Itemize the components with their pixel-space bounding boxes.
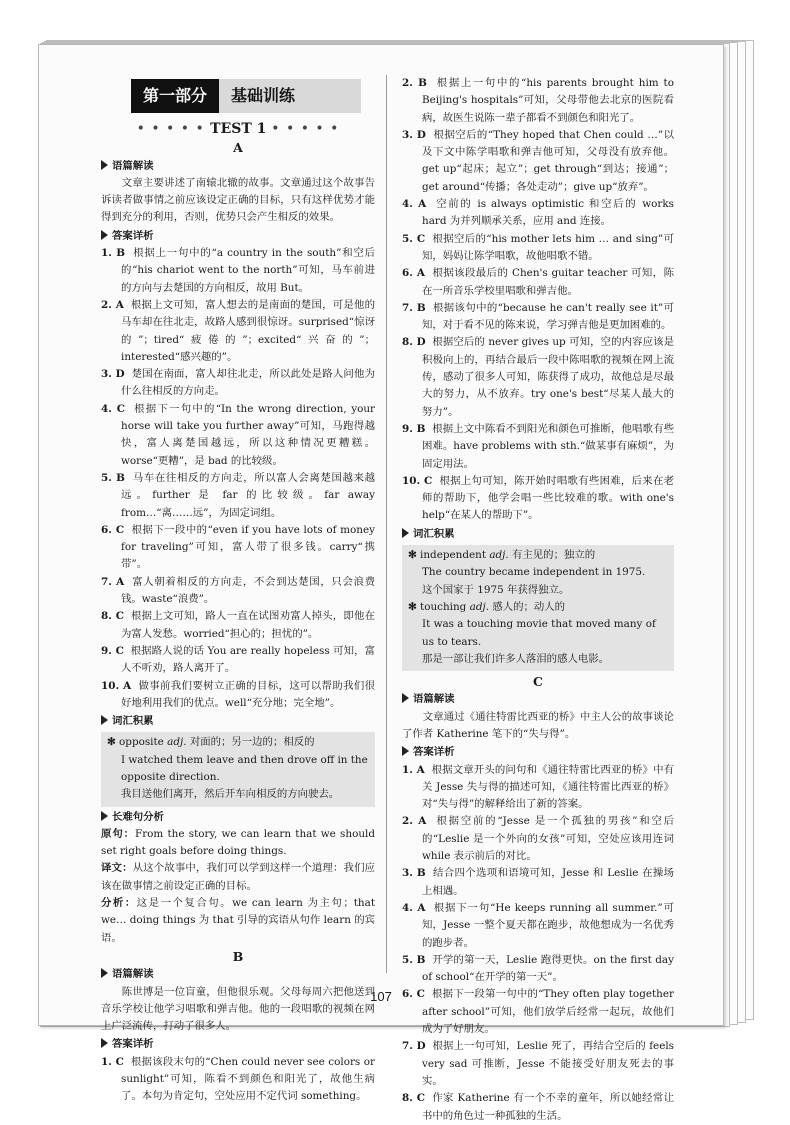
original-sentence: 原句：From the story, we can learn that we should set right goals before doing things. <box>101 827 376 858</box>
heading-vocab-b: 词汇积累 <box>402 526 674 543</box>
vocab-example-cn: 那是一部让我们许多人落泪的感人电影。 <box>422 652 610 665</box>
answer-list-b <box>402 75 674 525</box>
answer-item: 9. C 根据路人说的话 You are really hopeless 可知，富人不听劝，路人离开了。 <box>101 644 375 675</box>
vocab-box <box>402 545 674 671</box>
triangle-icon <box>402 746 409 756</box>
answer-item: 2. A 根据空前的“Jesse 是一个孤独的男孩”和空后的“Leslie 是一个外向的女孩”可知，空处应该用连词 while 表示前后的对比。 <box>402 815 675 863</box>
dots-decoration: • • • • • <box>271 121 340 137</box>
heading-sentence-analysis: 长难句分析 <box>101 809 375 826</box>
answer-item: 7. D 根据上一句可知，Leslie 死了，再结合空后的 feels very sad 可推断，Jesse 不能接受好朋友死去的事实。 <box>402 1040 674 1087</box>
vocab-example-cn: 这个国家于 1975 年获得独立。 <box>422 583 570 596</box>
analysis: 分析：这是一个复合句。we can learn 为主句；that we… doing things 为 that 引导的宾语从句作 learn 的宾语。 <box>101 897 375 944</box>
triangle-icon <box>101 230 108 240</box>
answer-item: 1. B 根据上一句中的“a country in the south”和空后的“his chariot went to the north”可知，马车前进的方向与去楚国的方向相反，故用 But。 <box>101 247 375 294</box>
asterisk-icon: ✻ <box>408 600 417 613</box>
triangle-icon <box>101 968 108 978</box>
triangle-icon <box>101 160 108 170</box>
vocab-entry: ✻ touching adj. 感人的；动人的 <box>408 600 566 613</box>
asterisk-icon: ✻ <box>408 549 417 562</box>
answer-item: 8. C 根据上文可知，路人一直在试图劝富人掉头，即他在为富人发愁。worried“担心的；担忧的”。 <box>101 610 375 640</box>
heading-answers-b: 答案详析 <box>101 1036 375 1053</box>
book-page <box>38 44 724 1122</box>
vocab-example-en: I watched them leave and then drove off in the opposite direction. <box>121 753 368 783</box>
answer-item: 4. A 空前的 is always optimistic 和空后的 works hard 为并列顺承关系，应用 and 连接。 <box>402 198 675 228</box>
vocab-example-cn: 我目送他们离开，然后开车向相反的方向驶去。 <box>121 788 340 801</box>
answer-item: 5. B 开学的第一天，Leslie 跑得更快。on the first day of school“在开学的第一天”。 <box>402 953 674 984</box>
answer-item: 1. A 根据文章开头的问句和《通往特雷比西亚的桥》中有关 Jesse 失与得的描述可知，《通往特雷比西亚的桥》对“失与得”的解释给出了新的答案。 <box>402 763 675 811</box>
vocab-example-en: The country became independent in 1975. <box>422 566 646 579</box>
answer-item: 5. B 马车在往相反的方向走，所以富人会离楚国越来越远。further 是 far 的比较级。far away from…“离……远”，为固定词组。 <box>101 471 376 519</box>
column-divider <box>386 75 387 973</box>
part-banner <box>131 79 361 113</box>
vocab-entry: ✻ opposite adj. 对面的；另一边的；相反的 <box>107 736 315 749</box>
answer-item: 10. C 根据上句可知，陈开始时唱歌有些困难，后来在老师的帮助下，他学会唱一些比较难的歌。with one's help“在某人的帮助下”。 <box>402 474 675 522</box>
vocab-example-en: It was a touching movie that moved many of us to tears. <box>422 618 656 648</box>
answer-item: 8. D 根据空后的 never gives up 可知，空的内容应该是积极向上的，再结合最后一段中陈唱歌的视频在网上流传，感动了很多人可知，陈获得了成功，故他总是尽最大的努力，从不放弃。try one's best“尽某人最大的努力”。 <box>402 336 674 418</box>
section-letter-b: B <box>232 948 244 964</box>
left-column <box>101 75 375 1106</box>
answer-item: 4. A 根据下一句“He keeps running all summer.”可知，Jesse 一整个夏天都在跑步，故他想成为一名优秀的跑步者。 <box>402 901 675 949</box>
passage-summary: 文章主要讲述了南辕北辙的故事。文章通过这个故事告诉读者做事情之前应该设定正确的目标，只有这样优势才能得到充分的利用，否则，优势只会产生相反的效果。 <box>101 176 375 224</box>
banner-section-title: 基础训练 <box>219 79 361 113</box>
dots-decoration: • • • • • <box>136 121 211 137</box>
answer-item: 5. C 根据空后的“his mother lets him … and sing”可知，妈妈让陈学唱歌，故他唱歌不错。 <box>402 232 674 262</box>
triangle-icon <box>101 715 108 725</box>
answer-item: 6. C 根据下一段第一句中的“They often play together after school”可知，他们放学后经常一起玩，故他们成为了好朋友。 <box>402 988 674 1036</box>
answer-item: 3. D 根据空后的“They hoped that Chen could …”以及下文中陈学唱歌和弹吉他可知，父母没有放弃他。get up“起床；起立”；get through“到达；接通”；get around“传播；各处走动”；give up“放弃”。 <box>402 128 674 193</box>
answer-item: 2. B 根据上一句中的“his parents brought him to Beijing's hospitals”可知，父母带他去北京的医院看病，故医生说陈一辈子都看不到颜色和阳光了。 <box>402 77 674 124</box>
answer-item: 6. A 根据该段最后的 Chen's guitar teacher 可知，陈在一所音乐学校里唱歌和弹吉他。 <box>402 267 674 297</box>
answer-item: 4. C 根据下一句中的“In the wrong direction, your horse will take you further away”可知，马跑得越快，富人离楚国越远，所以这种情况更糟糕。worse“更糟”，是 bad 的比较级。 <box>101 402 375 467</box>
answer-item: 10. A 做事前我们要树立正确的目标，这可以帮助我们很好地利用我们的优点。well“充分地；完全地”。 <box>101 679 375 709</box>
answer-list-a <box>101 245 375 712</box>
vocab-entry: ✻ independent adj. 有主见的；独立的 <box>408 549 596 562</box>
test-title: • • • • • TEST 1 • • • • • <box>136 121 340 137</box>
heading-vocab: 词汇积累 <box>101 713 375 730</box>
right-column <box>402 75 674 1125</box>
heading-reading: 语篇解读 <box>101 158 375 175</box>
heading-answers-c: 答案详析 <box>402 744 674 761</box>
triangle-icon <box>402 693 409 703</box>
heading-reading-c: 语篇解读 <box>402 691 674 708</box>
page-number: 107 <box>370 989 392 1004</box>
section-letter-a: A <box>233 140 243 156</box>
passage-summary-c: 文章通过《通往特雷比西亚的桥》中主人公的故事谈论了作者 Katherine 笔下的“失与得”。 <box>402 710 674 740</box>
triangle-icon <box>101 811 108 821</box>
passage-summary-b: 陈世博是一位盲童，但他很乐观。父母每周六把他送到音乐学校让他学习唱歌和弹吉他。他的一段唱歌的视频在网上广泛流传，打动了很多人。 <box>101 985 375 1033</box>
triangle-icon <box>101 1038 108 1048</box>
answer-item: 2. A 根据上文可知，富人想去的是南面的楚国，可是他的马车却在往北走，故路人感到很惊讶。surprised“惊讶的”；tired“疲倦的”；excited“兴奋的”；interested“感兴趣的”。 <box>101 298 375 363</box>
triangle-icon <box>402 528 409 538</box>
asterisk-icon: ✻ <box>107 736 116 749</box>
answer-item: 7. B 根据该句中的“because he can't really see it”可知，对于看不见的陈来说，学习弹吉他是更加困难的。 <box>402 301 674 332</box>
vocab-box <box>101 732 375 806</box>
translation: 译文：从这个故事中，我们可以学到这样一个道理：我们应该在做事情之前设定正确的目标。 <box>101 862 376 892</box>
answer-item: 9. B 根据上文中陈看不到阳光和颜色可推断，他唱歌有些困难。have problems with sth.“做某事有麻烦”，为固定用法。 <box>402 422 674 470</box>
answer-item: 3. B 结合四个选项和语境可知，Jesse 和 Leslie 在操场上相遇。 <box>402 867 675 897</box>
heading-answers: 答案详析 <box>101 228 375 245</box>
section-letter-c: C <box>533 674 543 690</box>
answer-item: 1. C 根据该段末句的“Chen could never see colors or sunlight”可知，陈看不到颜色和阳光了，故他生病了。本句为肯定句，空处应用不定代词 something。 <box>101 1055 375 1103</box>
banner-part-label: 第一部分 <box>131 79 219 113</box>
heading-reading-b: 语篇解读 <box>101 966 375 983</box>
answer-item: 8. C 作家 Katherine 有一个不幸的童年，所以她经常让书中的角色过一种孤独的生活。 <box>402 1092 674 1122</box>
answer-list-c <box>402 762 674 1125</box>
answer-item: 7. A 富人朝着相反的方向走，不会到达楚国，只会浪费钱。waste“浪费”。 <box>101 575 376 606</box>
answer-item: 3. D 楚国在南面，富人却往北走，所以此处是路人问他为什么往相反的方向走。 <box>101 368 376 398</box>
answer-item: 6. C 根据下一段中的“even if you have lots of money for traveling”可知，富人带了很多钱。carry“携带”。 <box>101 523 375 571</box>
